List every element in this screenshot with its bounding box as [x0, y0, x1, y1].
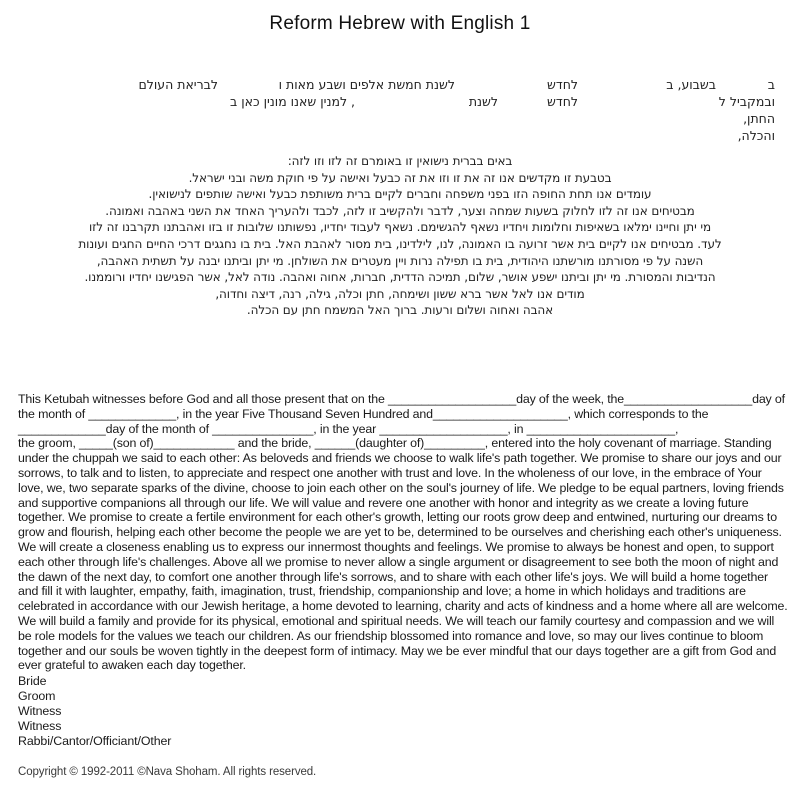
- hebrew-groom-label: החתן,: [743, 111, 775, 126]
- hebrew-civil-year-label: לשנת: [468, 94, 498, 109]
- hebrew-line: אהבה ואחוה ושלום ורעות. ברוך האל המשמח חתן עם הכלה.: [246, 303, 554, 318]
- hebrew-line: לעד. מבטיחים אנו לקיים בית אשר זרועה בו האמונה, לנו, לילדינו, בית מסור לאהבת האל. בית בו נחגגים דרכי החיים החגים ועונות: [78, 236, 722, 251]
- hebrew-line: עומדים אנו תחת החופה הזו בפני משפחה וחברים לקיים ברית משותפת כבעל ואישה שותפים לנישואין.: [148, 187, 652, 202]
- signature-label-list: [18, 674, 171, 749]
- hebrew-week-label: בשבוע, ב: [666, 77, 716, 92]
- copyright-notice: Copyright © 1992-2011 ©Nava Shoham. All rights reserved.: [18, 766, 317, 778]
- hebrew-place-label: , למנין שאנו מונין כאן ב: [230, 94, 355, 109]
- hebrew-date-header: [0, 77, 800, 147]
- english-vows-text: the groom, _____(son of)____________ and the bride, ______(daughter of)_________, entered into the holy covenant of marriage. Standing under the chuppah we said to each other: As beloveds and friends we choose to walk life's path together. We promise to share our joys and our sorrows, to talk and to listen, to appreciate and respect one another with trust and love. In the wholeness of our love, in the embrace of Your love, we, two separate sparks of the divine, choose to join each other on the soul's journey of life. We pledge to be equal partners, loving friends and supportive companions all through our life. We will value and revere one another with honor and integrity as we create a loving future together. We promise to create a fertile environment for each other's growth, letting our roots grow deep and entwined, nurturing our dreams to grow and flourish, helping each other become the people we are yet to be, determined to be ourselves and cherishing each other's uniqueness. We will create a closeness enabling us to express our innermost thoughts and feelings. We promise to always be honest and open, to support each other through life's challenges. Above all we promise to never allow a single argument or disagreement to see both the moon of night and the dawn of the next day, to comfort one another through life's sorrows, and to share with each other life's joys. We will build a home together and fill it with laughter, empathy, faith, imagination, trust, friendship, companionship and love; a home in which holidays and traditions are celebrated in accordance with our Jewish heritage, a home devoted to learning, charity and acts of kindness and a home where all are welcome. We will build a family and provide for its physical, emotional and spiritual needs. We will teach our family courtesy and compassion and we will be role models for the values we teach our children. As our friendship blossomed into romance and love, so may our lives continue to bloom together and our souls be woven tightly in the deepest form of intimacy. May we be ever mindful that our days together are a gift from God and ever grateful to awaken each day together.: [18, 436, 788, 673]
- signature-label-groom: Groom: [18, 689, 56, 703]
- hebrew-line: באים בברית נישואין זו באומרם זה לזו וזו לזה:: [287, 154, 513, 168]
- hebrew-creation-label: לבריאת העולם: [138, 77, 218, 92]
- signature-label-witness-2: Witness: [18, 719, 62, 733]
- signature-label-officiant: Rabbi/Cantor/Officiant/Other: [18, 734, 172, 748]
- hebrew-year-label: לשנת חמשת אלפים ושבע מאות ו: [278, 77, 455, 92]
- hebrew-line: מודים אנו לאל אשר ברא ששון ושימחה, חתן וכלה, גילה, רנה, דיצה וחדוה,: [215, 286, 585, 301]
- hebrew-line: בטבעת זו מקדשים אנו זה את זו וזו את זה כבעל ואישה על פי חוקת משה ובני ישראל.: [188, 170, 612, 185]
- hebrew-line: הנדיבות והמסורת. מי יתן וביתנו ישפע אושר, שלום, תמיכה הדדית, חברות, אחוה ואהבה. נודה לאל, אשר הפגישנו יחדיו ורוממנו.: [84, 270, 716, 285]
- hebrew-line: השנה על פי מסורתנו מורשתנו היהודית, בית בו תפילה נרות ויין מעטרים את השולחן. מי יתן וביתנו יבנה על תשתית האהבה,: [96, 253, 704, 268]
- english-date-clause: This Ketubah witnesses before God and all those present that on the ___________________day of the week, the___________________day of the month of _____________, in the year Five Thousand Seven Hundred and____________________, which corresponds to the _____________day of the month of _______________, in the year ___________________, in ______________________,: [18, 392, 785, 436]
- hebrew-line: מי יתן וחיינו ימלאו בשאיפות וחלומות ויחדיו נשאף להגשימם. נשאף לעבוד יחדיו, נפשותנו שלובות זו בזו ואהבתנו תקרבנו זה לזו: [88, 220, 712, 235]
- english-vows-paragraph: [18, 392, 790, 673]
- signature-label-bride: Bride: [18, 674, 47, 688]
- hebrew-civil-month-label: לחדש: [547, 94, 578, 109]
- hebrew-bride-label: והכלה,: [737, 128, 775, 143]
- page-title: Reform Hebrew with English 1: [269, 13, 531, 34]
- hebrew-day-prefix: ב: [767, 77, 775, 92]
- signature-label-witness-1: Witness: [18, 704, 62, 718]
- hebrew-month-label: לחדש: [547, 77, 578, 92]
- hebrew-vows-paragraph: [12, 153, 788, 319]
- hebrew-line: מבטיחים אנו זה לזו לחלוק בשעות שמחה וצער, לדבר ולהקשיב זו לזה, לכבד ולהעריך האחד את השני באהבה ואמונה.: [105, 203, 695, 218]
- hebrew-corresponding-label: ובמקביל ל: [718, 94, 775, 109]
